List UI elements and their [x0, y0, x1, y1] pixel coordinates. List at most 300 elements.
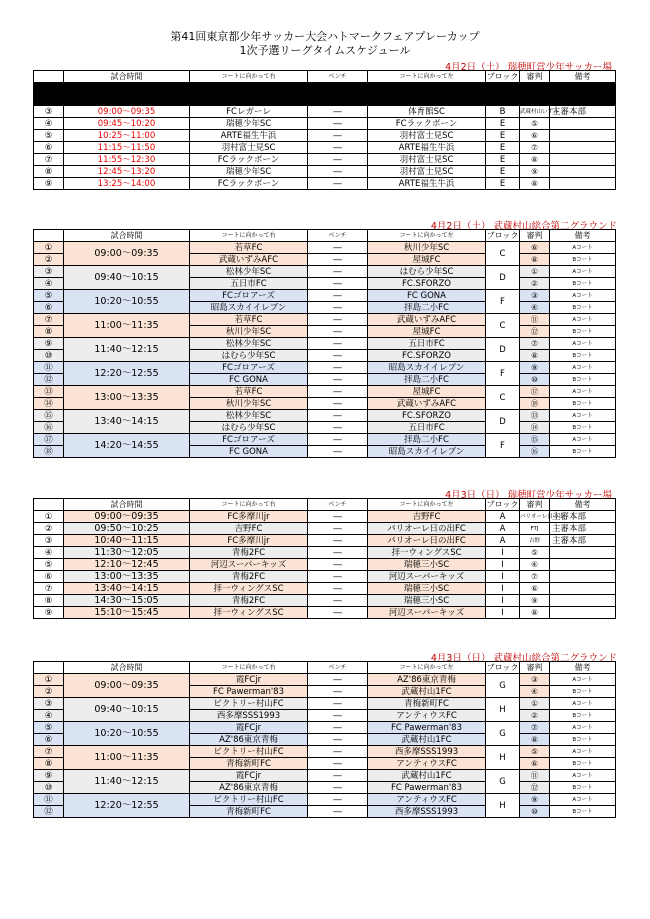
home-team: FC GONA: [190, 446, 308, 458]
bench: ―: [308, 758, 368, 770]
table-row: [34, 559, 616, 571]
referee: ⑦: [520, 722, 550, 734]
away-team: FCラックボーン: [368, 118, 486, 130]
away-team: 羽村富士見SC: [368, 130, 486, 142]
away-team: 秋川少年SC: [368, 242, 486, 254]
note: Aコート: [550, 290, 616, 302]
away-team: パリオーレ日の出FC: [368, 523, 486, 535]
referee: ⑤: [520, 746, 550, 758]
match-no: ⑮: [34, 410, 64, 422]
match-time: 09:40～10:15: [64, 698, 190, 722]
home-team: 瑞穂少年SC: [190, 166, 308, 178]
bench: ―: [308, 595, 368, 607]
table-row: [34, 386, 616, 398]
match-time: 11:00～11:35: [64, 746, 190, 770]
note: Bコート: [550, 278, 616, 290]
block: D: [486, 338, 520, 362]
block: E: [486, 178, 520, 190]
bench: ―: [308, 559, 368, 571]
table-row: [34, 154, 616, 166]
block: E: [486, 130, 520, 142]
match-no: ⑫: [34, 374, 64, 386]
home-team: FCゴロアーズ: [190, 362, 308, 374]
referee: ⑤: [520, 118, 550, 130]
match-time: 11:55～12:30: [64, 154, 190, 166]
blacked-out-row: [34, 83, 616, 106]
referee: ⑨: [520, 794, 550, 806]
bench: ―: [308, 338, 368, 350]
block: C: [486, 314, 520, 338]
match-no: ⑩: [34, 782, 64, 794]
home-team: 吉野FC: [190, 523, 308, 535]
bench: ―: [308, 607, 368, 619]
note: Aコート: [550, 698, 616, 710]
match-no: ⑥: [34, 571, 64, 583]
home-team: 瑞穂少年SC: [190, 118, 308, 130]
section-title: 4月3日（日） 瑞穂町営少年サッカー場: [445, 490, 612, 501]
block: D: [486, 410, 520, 434]
home-team: 秋川少年SC: [190, 398, 308, 410]
away-team: ARTE福生牛浜: [368, 178, 486, 190]
note: Bコート: [550, 782, 616, 794]
home-team: はむら少年SC: [190, 350, 308, 362]
referee: ⑧: [520, 350, 550, 362]
match-no: ⑰: [34, 434, 64, 446]
home-team: 拝一ウィングスSC: [190, 607, 308, 619]
home-team: FCゴロアーズ: [190, 290, 308, 302]
away-team: 武蔵村山1FC: [368, 686, 486, 698]
header-away: コートに向かって左: [368, 230, 486, 242]
referee: ⑧: [520, 154, 550, 166]
bench: ―: [308, 130, 368, 142]
home-team: 松林少年SC: [190, 266, 308, 278]
away-team: 青梅新町FC: [368, 698, 486, 710]
header-time: 試合時間: [64, 499, 190, 511]
schedule-table: [33, 661, 616, 818]
referee: ⑩: [520, 374, 550, 386]
match-time: 11:15～11:50: [64, 142, 190, 154]
home-team: FC GONA: [190, 374, 308, 386]
bench: ―: [308, 746, 368, 758]
section-title: 4月2日（土） 瑞穂町営少年サッカー場: [445, 62, 612, 73]
away-team: 西多摩SSS1993: [368, 746, 486, 758]
match-no: ②: [34, 686, 64, 698]
match-time: 12:45～13:20: [64, 166, 190, 178]
referee: ⑧: [520, 178, 550, 190]
bench: ―: [308, 386, 368, 398]
header-note: 備考: [550, 662, 616, 674]
match-time: 09:00～09:35: [64, 511, 190, 523]
table-row: [34, 722, 616, 734]
bench: ―: [308, 583, 368, 595]
away-team: 武蔵いずみAFC: [368, 398, 486, 410]
note: [550, 118, 616, 130]
match-time: 10:20～10:55: [64, 290, 190, 314]
table-row: [34, 523, 616, 535]
home-team: 五日市FC: [190, 278, 308, 290]
note: Aコート: [550, 674, 616, 686]
match-no: ⑥: [34, 734, 64, 746]
header-block: ブロック: [486, 71, 519, 81]
bench: ―: [308, 511, 368, 523]
section-title: 4月2日（土） 武蔵村山総合第二グラウンド: [430, 221, 617, 232]
away-team: アンティウスFC: [368, 758, 486, 770]
match-time: 10:20～10:55: [64, 722, 190, 746]
match-no: ⑭: [34, 398, 64, 410]
match-no: ⑧: [34, 758, 64, 770]
table-row: [34, 794, 616, 806]
document-title: 第41回東京都少年サッカー大会ハトマークフェアプレーカップ: [170, 30, 480, 43]
match-time: 13:25～14:00: [64, 178, 190, 190]
match-no: ①: [34, 242, 64, 254]
note: Aコート: [550, 362, 616, 374]
block: B: [486, 106, 520, 118]
header-row: [34, 499, 616, 511]
schedule-table: [33, 498, 616, 619]
match-time: 09:40～10:15: [64, 266, 190, 290]
bench: ―: [308, 302, 368, 314]
header-row: [34, 230, 616, 242]
note: Aコート: [550, 794, 616, 806]
home-team: 西多摩SSS1993: [190, 710, 308, 722]
away-team: アンティウスFC: [368, 794, 486, 806]
referee: ⑮: [520, 434, 550, 446]
referee: ⑬: [520, 410, 550, 422]
block: E: [486, 118, 520, 130]
bench: ―: [308, 106, 368, 118]
match-no: ①: [34, 674, 64, 686]
block: E: [486, 166, 520, 178]
match-time: 12:20～12:55: [64, 362, 190, 386]
header-home: コートに向かって右: [190, 662, 308, 674]
match-time: 12:10～12:45: [64, 559, 190, 571]
match-no: ③: [34, 698, 64, 710]
note: [550, 571, 616, 583]
note: 主審本部: [550, 523, 616, 535]
table-row: [34, 607, 616, 619]
referee: ⑦: [520, 142, 550, 154]
header-home: コートに向かって右: [190, 230, 308, 242]
note: Bコート: [550, 398, 616, 410]
match-no: ⑨: [34, 338, 64, 350]
block: G: [486, 770, 520, 794]
match-time: 12:20～12:55: [64, 794, 190, 818]
bench: ―: [308, 166, 368, 178]
away-team: 吉野FC: [368, 511, 486, 523]
away-team: 武蔵村山1FC: [368, 734, 486, 746]
note: 主審本部: [550, 535, 616, 547]
home-team: 羽村富士見SC: [190, 142, 308, 154]
note: Aコート: [550, 410, 616, 422]
note: [550, 547, 616, 559]
bench: ―: [308, 350, 368, 362]
note: Aコート: [550, 722, 616, 734]
away-team: 屋城FC: [368, 386, 486, 398]
bench: ―: [308, 770, 368, 782]
block: H: [486, 794, 520, 818]
note: Aコート: [550, 386, 616, 398]
block: F: [486, 290, 520, 314]
block: D: [486, 266, 520, 290]
home-team: はむら少年SC: [190, 422, 308, 434]
away-team: FC GONA: [368, 290, 486, 302]
note: [550, 595, 616, 607]
header-block: ブロック: [486, 499, 519, 509]
match-time: 10:25～11:00: [64, 130, 190, 142]
referee: FTJ: [520, 523, 550, 535]
away-team: 拝一ウィングスSC: [368, 547, 486, 559]
table-row: [34, 178, 616, 190]
note: Bコート: [550, 422, 616, 434]
header-no: [34, 662, 64, 674]
note: Bコート: [550, 254, 616, 266]
home-team: ARTE福生牛浜: [190, 130, 308, 142]
match-no: ④: [34, 710, 64, 722]
home-team: 松林少年SC: [190, 410, 308, 422]
referee: ⑦: [520, 571, 550, 583]
referee: ⑧: [520, 734, 550, 746]
block: I: [486, 559, 520, 571]
note: Bコート: [550, 806, 616, 818]
match-no: ⑤: [34, 722, 64, 734]
note: Bコート: [550, 758, 616, 770]
bench: ―: [308, 446, 368, 458]
match-no: ④: [34, 278, 64, 290]
header-no: [34, 71, 64, 83]
note: Aコート: [550, 746, 616, 758]
table-row: [34, 535, 616, 547]
header-time: 試合時間: [64, 71, 190, 83]
bench: ―: [308, 434, 368, 446]
note: Bコート: [550, 734, 616, 746]
away-team: FC.SFORZO: [368, 350, 486, 362]
block: I: [486, 571, 520, 583]
referee: ⑥: [520, 242, 550, 254]
table-row: [34, 595, 616, 607]
bench: ―: [308, 523, 368, 535]
bench: ―: [308, 710, 368, 722]
away-team: 羽村富士見SC: [368, 154, 486, 166]
bench: ―: [308, 722, 368, 734]
bench: ―: [308, 535, 368, 547]
referee: ②: [520, 278, 550, 290]
match-no: ⑨: [34, 607, 64, 619]
away-team: 屋城FC: [368, 254, 486, 266]
away-team: アンティウスFC: [368, 710, 486, 722]
referee: ⑥: [520, 758, 550, 770]
bench: ―: [308, 314, 368, 326]
bench: ―: [308, 674, 368, 686]
table-row: [34, 266, 616, 278]
note: [550, 559, 616, 571]
match-no: ⑫: [34, 806, 64, 818]
table-row: [34, 746, 616, 758]
referee: ①: [520, 266, 550, 278]
match-no: ⑧: [34, 166, 64, 178]
bench: ―: [308, 794, 368, 806]
match-no: ⑤: [34, 290, 64, 302]
match-no: ⑥: [34, 302, 64, 314]
match-no: ⑪: [34, 794, 64, 806]
bench: ―: [308, 154, 368, 166]
table-row: [34, 242, 616, 254]
header-bench: ベンチ: [308, 230, 368, 242]
bench: ―: [308, 698, 368, 710]
home-team: 拝一ウィングスSC: [190, 583, 308, 595]
match-no: ⑦: [34, 154, 64, 166]
match-no: ⑤: [34, 130, 64, 142]
home-team: ビクトリー村山FC: [190, 698, 308, 710]
match-no: ⑥: [34, 142, 64, 154]
match-no: ⑧: [34, 326, 64, 338]
away-team: 五日市FC: [368, 422, 486, 434]
referee: ⑱: [520, 398, 550, 410]
referee: ②: [520, 710, 550, 722]
match-time: 13:00～13:35: [64, 571, 190, 583]
header-no: [34, 499, 64, 511]
bench: ―: [308, 547, 368, 559]
home-team: FCレガーレ: [190, 106, 308, 118]
table-row: [34, 770, 616, 782]
bench: ―: [308, 410, 368, 422]
bench: ―: [308, 178, 368, 190]
note: Aコート: [550, 242, 616, 254]
home-team: ビクトリー村山FC: [190, 794, 308, 806]
bench: ―: [308, 422, 368, 434]
away-team: ARTE福生牛浜: [368, 142, 486, 154]
away-team: 昭島スカイイレブン: [368, 362, 486, 374]
bench: ―: [308, 266, 368, 278]
match-no: ⑨: [34, 770, 64, 782]
away-team: FC Pawerman'83: [368, 722, 486, 734]
note: Bコート: [550, 686, 616, 698]
referee: ⑩: [520, 806, 550, 818]
bench: ―: [308, 734, 368, 746]
away-team: 拝島二小FC: [368, 374, 486, 386]
note: Bコート: [550, 374, 616, 386]
match-time: 14:20～14:55: [64, 434, 190, 458]
bench: ―: [308, 142, 368, 154]
match-no: ⑩: [34, 350, 64, 362]
note: Aコート: [550, 266, 616, 278]
header-away: コートに向かって左: [368, 71, 486, 83]
block: I: [486, 583, 520, 595]
match-no: ⑧: [34, 595, 64, 607]
away-team: FC Pawerman'83: [368, 782, 486, 794]
note: [550, 583, 616, 595]
bench: ―: [308, 326, 368, 338]
referee: ⑪: [520, 770, 550, 782]
bench: ―: [308, 278, 368, 290]
block: G: [486, 674, 520, 698]
match-no: ①: [34, 511, 64, 523]
away-team: 瑞穂三小SC: [368, 595, 486, 607]
home-team: ビクトリー村山FC: [190, 746, 308, 758]
match-time: 09:50～10:25: [64, 523, 190, 535]
block: A: [486, 535, 520, 547]
home-team: FCゴロアーズ: [190, 434, 308, 446]
match-time: 09:00～09:35: [64, 106, 190, 118]
home-team: 霞FCjr: [190, 770, 308, 782]
table-row: [34, 511, 616, 523]
bench: ―: [308, 398, 368, 410]
away-team: 武蔵いずみAFC: [368, 314, 486, 326]
home-team: 青梅2FC: [190, 595, 308, 607]
away-team: FC.SFORZO: [368, 278, 486, 290]
match-time: 13:00～13:35: [64, 386, 190, 410]
home-team: 若草FC: [190, 386, 308, 398]
referee: パリオーレ日の出: [520, 511, 550, 523]
home-team: FCラックボーン: [190, 178, 308, 190]
match-no: ④: [34, 547, 64, 559]
header-away: コートに向かって左: [368, 499, 486, 511]
note: Bコート: [550, 710, 616, 722]
bench: ―: [308, 362, 368, 374]
match-no: ⑨: [34, 178, 64, 190]
home-team: 若草FC: [190, 242, 308, 254]
block: C: [486, 242, 520, 266]
referee: 武蔵村山いずみ: [520, 106, 550, 118]
note: Aコート: [550, 770, 616, 782]
referee: ⑦: [520, 338, 550, 350]
table-row: [34, 106, 616, 118]
home-team: 河辺スーパーキッズ: [190, 559, 308, 571]
table-row: [34, 362, 616, 374]
referee: ①: [520, 698, 550, 710]
referee: ④: [520, 559, 550, 571]
block: A: [486, 511, 520, 523]
referee: ⑰: [520, 386, 550, 398]
away-team: AZ'86東京青梅: [368, 674, 486, 686]
note: 主審本部: [550, 511, 616, 523]
bench: ―: [308, 290, 368, 302]
away-team: パリオーレ日の出FC: [368, 535, 486, 547]
table-row: [34, 290, 616, 302]
table-row: [34, 166, 616, 178]
away-team: 拝島二小FC: [368, 302, 486, 314]
away-team: 昭島スカイイレブン: [368, 446, 486, 458]
header-bench: ベンチ: [308, 71, 368, 83]
note: [550, 166, 616, 178]
bench: ―: [308, 686, 368, 698]
match-no: ④: [34, 118, 64, 130]
away-team: 拝島二小FC: [368, 434, 486, 446]
match-no: ②: [34, 254, 64, 266]
bench: ―: [308, 374, 368, 386]
away-team: 河辺スーパーキッズ: [368, 607, 486, 619]
header-time: 試合時間: [64, 662, 190, 674]
header-home: コートに向かって右: [190, 71, 308, 83]
referee: ③: [520, 674, 550, 686]
block: H: [486, 698, 520, 722]
note: [550, 154, 616, 166]
match-time: 11:40～12:15: [64, 338, 190, 362]
referee: ⑫: [520, 326, 550, 338]
away-team: 武蔵村山1FC: [368, 770, 486, 782]
note: Bコート: [550, 302, 616, 314]
header-bench: ベンチ: [308, 499, 368, 511]
match-no: ⑯: [34, 422, 64, 434]
home-team: 武蔵いずみAFC: [190, 254, 308, 266]
note: Aコート: [550, 434, 616, 446]
document-subtitle: 1次予選リーグタイムスケジュール: [239, 44, 411, 57]
home-team: 霞FCjr: [190, 722, 308, 734]
match-time: 09:00～09:35: [64, 674, 190, 698]
block: H: [486, 746, 520, 770]
match-no: ⑬: [34, 386, 64, 398]
table-row: [34, 338, 616, 350]
note: Aコート: [550, 338, 616, 350]
